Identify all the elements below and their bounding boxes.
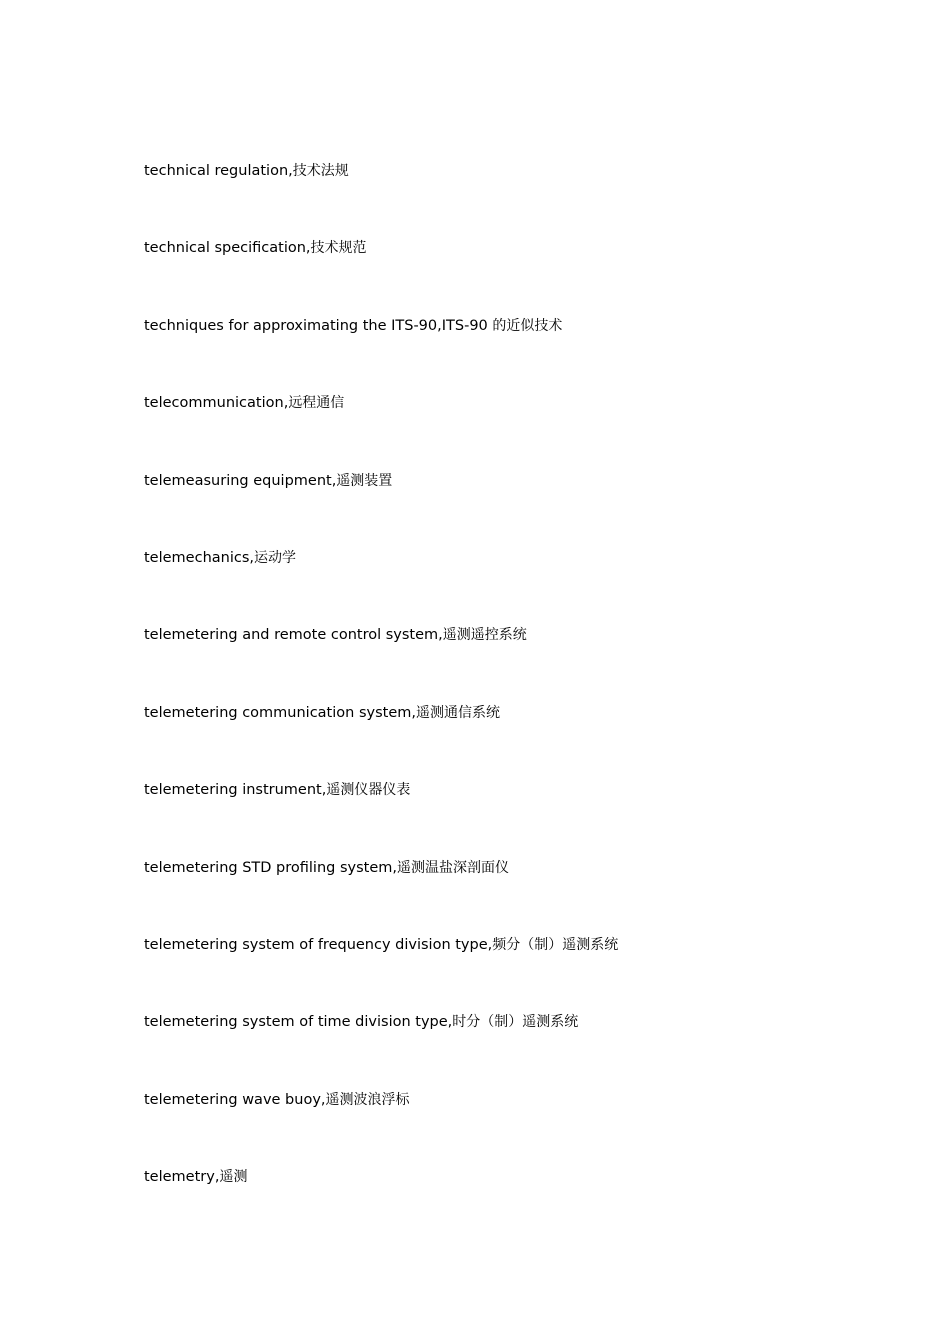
entry-term-zh: 遥测通信系统 [415,704,500,721]
entry-term-en: telemetering STD profiling system, [144,859,397,876]
glossary-entry [144,1166,904,1243]
entry-term-en: telemetry, [144,1169,220,1186]
entry-term-en: telecommunication, [144,395,289,412]
glossary-list [144,160,904,1243]
entry-term-zh: 遥测装置 [336,472,393,489]
glossary-entry [144,1011,904,1088]
entry-term-en: telemetering wave buoy, [144,1091,326,1108]
glossary-entry [144,779,904,856]
entry-term-zh: 远程通信 [288,395,345,412]
entry-term-en: telemetering instrument, [144,782,327,799]
glossary-entry [144,857,904,934]
entry-term-zh: 技术法规 [292,163,349,179]
entry-term-zh: 运动学 [254,549,297,566]
glossary-entry [144,237,904,314]
entry-term-en: telemechanics, [144,549,255,566]
entry-term-en: telemetering system of frequency division type, [144,936,493,953]
glossary-entry [144,702,904,779]
glossary-entry [144,934,904,1011]
glossary-entry [144,470,904,547]
glossary-entry [144,392,904,469]
entry-term-zh: 的近似技术 [492,317,563,334]
entry-term-en: technical specification, [144,240,311,257]
glossary-entry [144,624,904,701]
glossary-entry [144,1089,904,1166]
entry-term-zh: 频分（制）遥测系统 [492,936,619,953]
glossary-entry [144,160,904,237]
entry-term-en: telemetering and remote control system, [144,627,443,644]
entry-term-zh: 技术规范 [310,240,367,257]
entry-term-zh: 遥测 [219,1169,248,1186]
entry-term-zh: 时分（制）遥测系统 [452,1014,579,1031]
entry-term-en: telemetering system of time division type, [144,1014,453,1031]
glossary-entry [144,315,904,392]
entry-term-en: technical regulation, [144,163,293,179]
entry-term-zh: 遥测温盐深剖面仪 [396,859,509,876]
entry-term-en: telemeasuring equipment, [144,472,337,489]
entry-term-zh: 遥测遥控系统 [442,627,527,644]
entry-term-zh: 遥测仪器仪表 [326,782,411,799]
entry-term-en: techniques for approximating the ITS-90,ITS-90 [144,317,493,334]
glossary-entry [144,547,904,624]
entry-term-zh: 遥测波浪浮标 [325,1091,410,1108]
entry-term-en: telemetering communication system, [144,704,416,721]
